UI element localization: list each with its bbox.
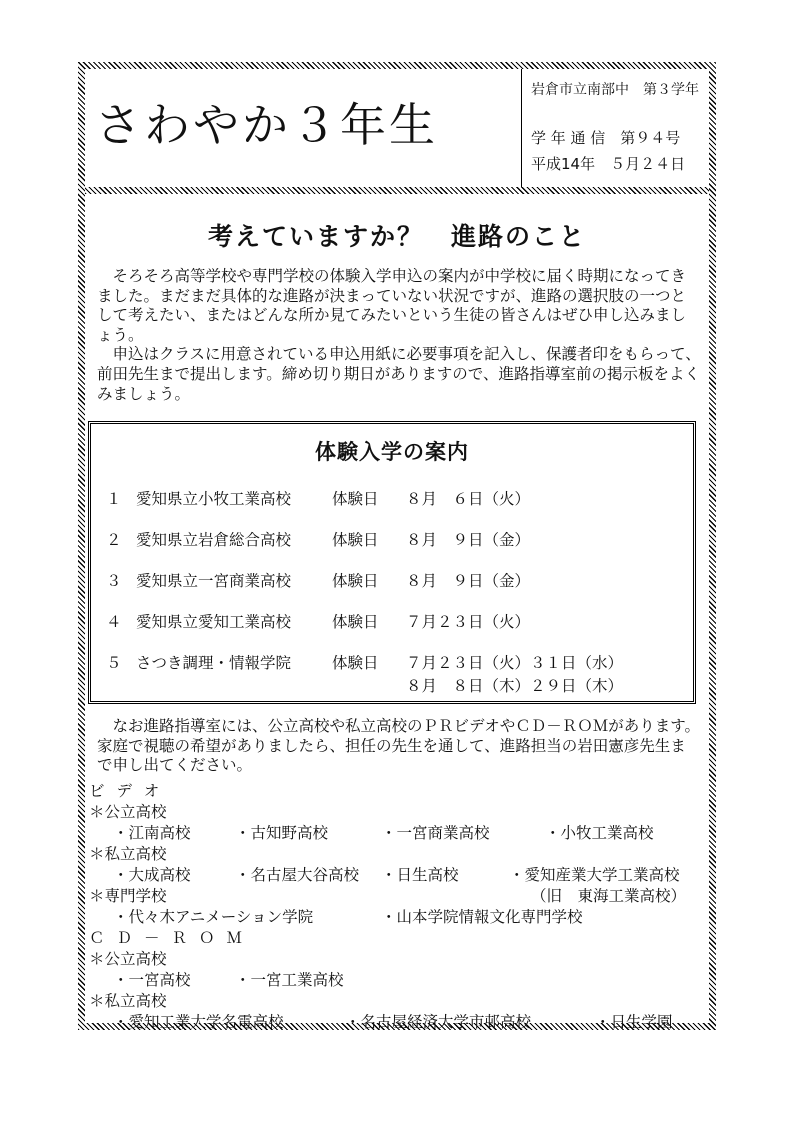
list-item: ・名古屋経済大学市邨高校 — [345, 1013, 532, 1031]
header-divider — [521, 69, 522, 187]
item-number: ３ — [106, 572, 122, 590]
date-label: 体験日 — [332, 531, 379, 549]
list-item: ・江南高校 — [113, 824, 191, 842]
intro-paragraph-1: そろそろ高等学校や専門学校の体験入学申込の案内が中学校に届く時期になってきました。まだまだ具体的な進路が決まっていない状況ですが、進路の選択肢の一つとして考えたい、またはどんな所か見てみたいという生徒の皆さんはぜひ申し込みましょう。 — [97, 267, 687, 344]
trial-date: ７月２３日（火）３１日（水） — [406, 654, 624, 672]
item-number: ４ — [106, 613, 122, 631]
list-item — [106, 528, 530, 550]
school-name: さつき調理・情報学院 — [136, 654, 292, 672]
list-item: ・古知野高校 — [235, 824, 329, 842]
trial-date: ７月２３日（火） — [406, 613, 531, 631]
list-item — [106, 569, 530, 591]
school-name: 愛知県立愛知工業高校 — [136, 613, 292, 631]
list-item: ・小牧工業高校 — [545, 824, 654, 842]
list-item: ・山本学院情報文化専門学校 — [381, 908, 583, 926]
note-text — [97, 717, 701, 776]
list-item — [106, 651, 623, 673]
school-name: 岩倉市立南部中 第３学年 — [531, 82, 699, 98]
newsletter-frame — [78, 62, 716, 1030]
item-number: １ — [106, 490, 122, 508]
list-item: ・日生高校 — [381, 866, 459, 884]
former-name-note: （旧 東海工業高校） — [531, 887, 687, 905]
item-number: ２ — [106, 531, 122, 549]
list-item: ・愛知工業大学名電高校 — [113, 1013, 284, 1031]
list-item — [106, 487, 530, 509]
date-label: 体験日 — [332, 572, 379, 590]
cdrom-heading: ＣＤ－ＲＯＭ — [89, 929, 255, 947]
trial-date: ８月 ８日（木）２９日（木） — [406, 677, 624, 695]
list-item: ・名古屋大谷高校 — [235, 866, 360, 884]
issue-date: 平成14年 ５月２４日 — [531, 155, 686, 173]
list-item: ・代々木アニメーション学院 — [113, 908, 314, 926]
issue-number: 学 年 通 信 第９４号 — [531, 129, 681, 147]
school-name: 愛知県立岩倉総合高校 — [136, 531, 292, 549]
list-item: ・愛知産業大学工業高校 — [509, 866, 680, 884]
video-heading: ビデオ — [89, 782, 172, 800]
school-name: 愛知県立一宮商業高校 — [136, 572, 292, 590]
cdrom-public-label: ＊公立高校 — [89, 950, 167, 968]
list-item: ・一宮商業高校 — [381, 824, 490, 842]
date-label: 体験日 — [332, 654, 379, 672]
school-name: 愛知県立小牧工業高校 — [136, 490, 292, 508]
date-label: 体験日 — [332, 490, 379, 508]
trial-date: ８月 ６日（火） — [406, 490, 531, 508]
list-item-continued — [406, 674, 623, 696]
list-item: ・大成高校 — [113, 866, 191, 884]
note-paragraph: なお進路指導室には、公立高校や私立高校のＰＲビデオやＣＤ－ＲＯＭがあります。家庭で視聴の希望がありましたら、担任の先生を通して、進路担当の岩田憲彦先生まで申し出てください。 — [97, 717, 700, 775]
date-label: 体験日 — [332, 613, 379, 631]
headline: 考えていますか？ 進路のこと — [207, 222, 586, 251]
list-item: ・一宮工業高校 — [235, 971, 344, 989]
video-public-label: ＊公立高校 — [89, 803, 167, 821]
trial-admission-title: 体験入学の案内 — [315, 440, 469, 464]
item-number: ５ — [106, 654, 122, 672]
intro-paragraph-2: 申込はクラスに用意されている申込用紙に必要事項を記入し、保護者印をもらって、前田先生まで提出します。締め切り期日がありますので、進路指導室前の掲示板をよくみましょう。 — [97, 345, 701, 403]
video-private-label: ＊私立高校 — [89, 845, 167, 863]
header-separator — [85, 187, 709, 194]
cdrom-private-label: ＊私立高校 — [89, 992, 167, 1010]
newsletter-title: さわやか３年生 — [95, 98, 438, 152]
intro-text — [97, 267, 701, 404]
list-item — [106, 610, 530, 632]
list-item: ・一宮高校 — [113, 971, 191, 989]
newsletter-body — [85, 69, 709, 1031]
list-item: ・日生学園 — [595, 1013, 673, 1031]
trial-date: ８月 ９日（金） — [406, 531, 531, 549]
video-vocational-label: ＊専門学校 — [89, 887, 167, 905]
trial-admission-box — [88, 421, 696, 704]
trial-date: ８月 ９日（金） — [406, 572, 531, 590]
